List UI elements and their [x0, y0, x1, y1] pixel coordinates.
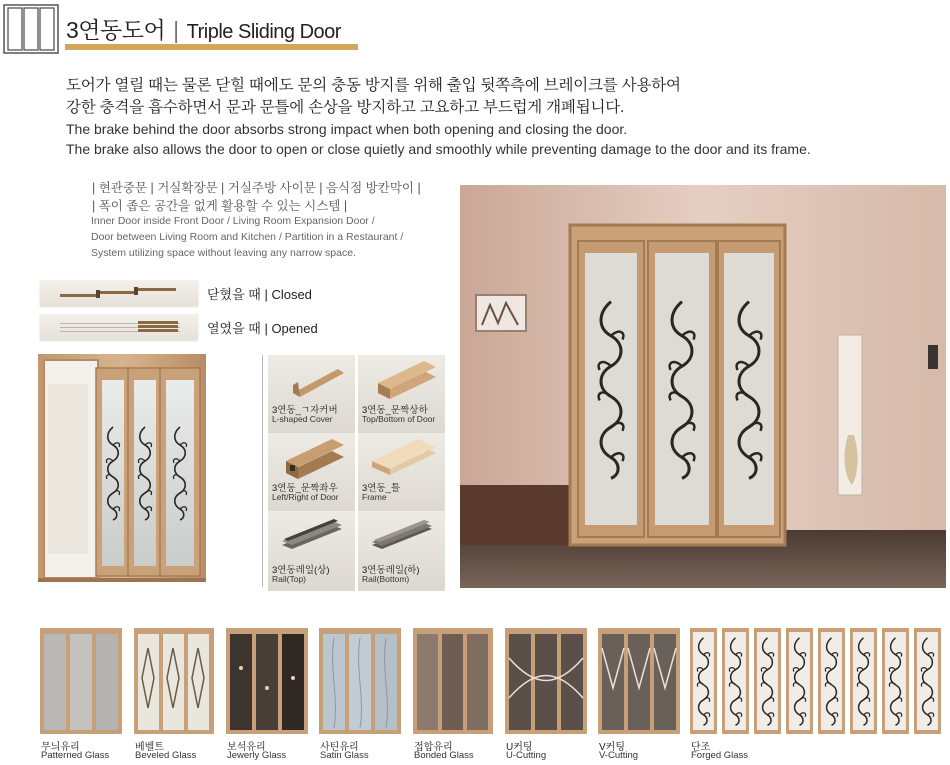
- glass-5-korean: U커팅: [506, 742, 533, 753]
- forged-glass-thumbnail: [850, 628, 877, 734]
- forged-glass-thumbnail: [754, 628, 781, 734]
- glass-7-english: Forged Glass: [691, 750, 749, 761]
- triple-door-logo-icon: [3, 4, 59, 54]
- glass-5-english: U-Cutting: [506, 750, 547, 761]
- glass-4-english: Bonded Glass: [414, 750, 474, 761]
- forged-glass-thumbnail: [882, 628, 909, 734]
- intro-english-line-1: The brake behind the door absorbs strong impact when both opening and closing the door.: [66, 121, 628, 137]
- forged-glass-thumbnail: [722, 628, 749, 734]
- forged-glass-thumbnail: [818, 628, 845, 734]
- title-korean: 3연동도어: [66, 17, 166, 43]
- closed-rail-diagram: [40, 280, 198, 306]
- glass-4-korean: 접합유리: [414, 742, 453, 753]
- title-separator: |: [173, 17, 179, 43]
- component-3-english: Frame: [362, 492, 387, 502]
- glass-6-english: V-Cutting: [599, 750, 639, 761]
- forged-glass-thumbnail: [914, 628, 941, 734]
- intro-korean-line-2: 강한 충격을 흡수하면서 문과 문틀에 손상을 방지하고 고요하고 부드럽게 개폐됩니다.: [66, 99, 625, 116]
- glass-jewelry-thumbnail: [226, 628, 308, 734]
- component-3-korean: 3연동_틀: [362, 483, 401, 494]
- glass-2-english: Jewerly Glass: [227, 750, 287, 761]
- component-1-english: Top/Bottom of Door: [362, 414, 436, 424]
- uses-english-line-1: Inner Door inside Front Door / Living Room Expansion Door /: [91, 215, 375, 227]
- glass-6-korean: V커팅: [599, 742, 625, 753]
- glass-7-korean: 단조: [691, 742, 711, 753]
- glass-u-cutting-thumbnail: [505, 628, 587, 734]
- intro-english-line-2: The brake also allows the door to open or close quietly and smoothly while preventing damage to the door and its frame.: [66, 141, 811, 157]
- forged-glass-thumbnail: [786, 628, 813, 734]
- glass-v-cutting-thumbnail: [598, 628, 680, 734]
- intro-korean-line-1: 도어가 열릴 때는 물론 닫힐 때에도 문의 충동 방지를 위해 출입 뒷쪽측에 브레이크를 사용하여: [66, 77, 681, 94]
- glass-3-korean: 사틴유리: [320, 742, 359, 753]
- glass-0-english: Patterned Glass: [41, 750, 110, 761]
- uses-english-line-2: Door between Living Room and Kitchen / Partition in a Restaurant /: [91, 231, 404, 243]
- forged-glass-thumbnail: [690, 628, 717, 734]
- room-interior-photo: [460, 185, 946, 588]
- triple-door-product-image: [38, 354, 206, 582]
- title-english: Triple Sliding Door: [186, 21, 341, 43]
- glass-satin-thumbnail: [319, 628, 401, 734]
- title-underline: [65, 44, 358, 50]
- glass-patterned-thumbnail: [40, 628, 122, 734]
- component-5-english: Rail(Bottom): [362, 574, 410, 584]
- component-0-korean: 3연동_ㄱ자커버: [272, 405, 338, 416]
- opened-label: 열였을 때 | Opened: [207, 321, 318, 336]
- components-divider: [262, 355, 263, 587]
- glass-1-english: Beveled Glass: [135, 750, 197, 761]
- page-title: [66, 12, 341, 45]
- glass-beveled-thumbnail: [134, 628, 214, 734]
- glass-2-korean: 보석유리: [227, 742, 266, 753]
- uses-english-line-3: System utilizing space without leaving any narrow space.: [91, 247, 356, 259]
- uses-korean-line-1: | 현관중문 | 거실확장문 | 거실주방 사이문 | 음식점 방칸막이 |: [92, 181, 421, 195]
- component-2-english: Left/Right of Door: [272, 492, 339, 502]
- closed-label: 닫혔을 때 | Closed: [207, 287, 312, 302]
- component-1-korean: 3연동_문짝상하: [362, 405, 428, 416]
- opened-rail-diagram: [40, 314, 198, 340]
- component-4-english: Rail(Top): [272, 574, 307, 584]
- component-2-korean: 3연동_문짝좌우: [272, 483, 338, 494]
- glass-1-korean: 베벨트: [135, 742, 164, 753]
- glass-bonded-thumbnail: [413, 628, 493, 734]
- component-5-korean: 3연동레일(하): [362, 565, 420, 576]
- glass-3-english: Satin Glass: [320, 750, 369, 761]
- uses-korean-line-2: | 폭이 좁은 공간을 없게 활용할 수 있는 시스템 |: [92, 199, 348, 213]
- glass-0-korean: 무늬유리: [41, 742, 80, 753]
- component-0-english: L-shaped Cover: [272, 414, 333, 424]
- component-4-korean: 3연동레일(상): [272, 565, 330, 576]
